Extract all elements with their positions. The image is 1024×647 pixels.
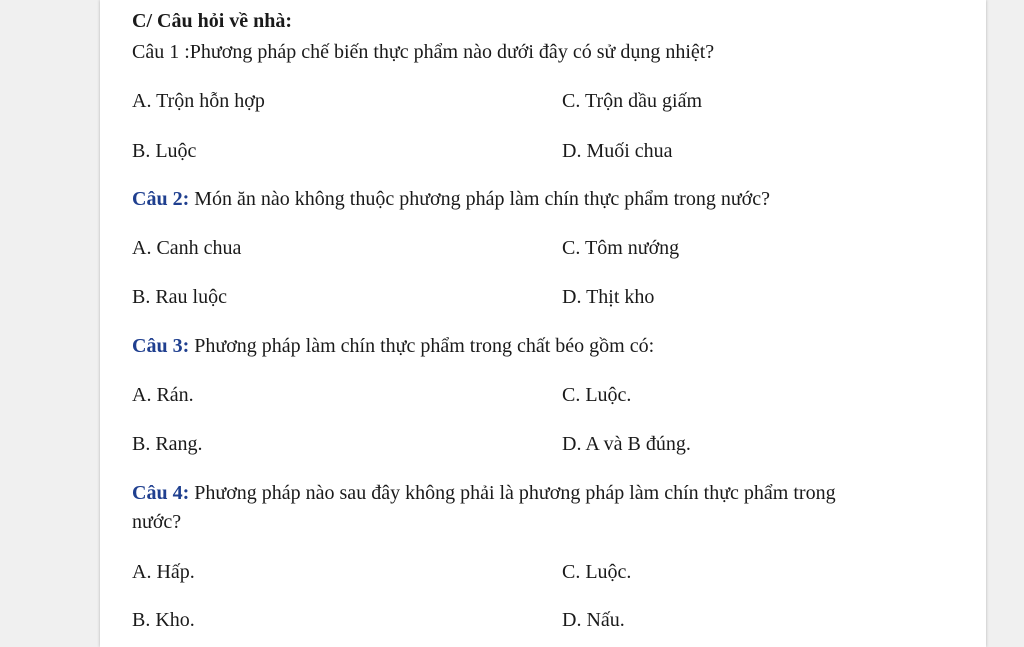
- question-2-option-c: C. Tôm nướng: [562, 237, 680, 259]
- question-1-option-a: A. Trộn hỗn hợp: [132, 90, 265, 112]
- question-2: [132, 187, 770, 211]
- question-2-number: Câu 2:: [132, 188, 190, 210]
- question-1: [132, 40, 714, 64]
- question-1-option-b: B. Luộc: [132, 140, 197, 162]
- question-3-option-c: C. Luộc.: [562, 384, 632, 406]
- question-1-number: Câu 1: [132, 41, 180, 63]
- question-3-option-d: D. A và B đúng.: [562, 433, 691, 455]
- question-3: [132, 334, 654, 358]
- question-4-option-a: A. Hấp.: [132, 561, 195, 583]
- question-4-text: Phương pháp nào sau đây không phải là phương pháp làm chín thực phẩm trong: [189, 482, 836, 504]
- question-2-option-a: A. Canh chua: [132, 237, 242, 259]
- question-1-option-c: C. Trộn dầu giấm: [562, 90, 703, 112]
- question-4-continuation: nước?: [132, 511, 182, 533]
- document-page: [100, 0, 986, 647]
- question-2-option-b: B. Rau luộc: [132, 286, 227, 308]
- question-1-text: :Phương pháp chế biến thực phẩm nào dưới đây có sử dụng nhiệt?: [179, 41, 715, 63]
- question-3-option-b: B. Rang.: [132, 433, 203, 455]
- question-1-option-d: D. Muối chua: [562, 140, 673, 162]
- question-4-option-b: B. Kho.: [132, 609, 195, 631]
- question-2-text: Món ăn nào không thuộc phương pháp làm chín thực phẩm trong nước?: [189, 188, 771, 210]
- question-4-option-c: C. Luộc.: [562, 561, 632, 583]
- question-2-option-d: D. Thịt kho: [562, 286, 655, 308]
- question-3-option-a: A. Rán.: [132, 384, 194, 406]
- question-3-number: Câu 3:: [132, 335, 190, 357]
- question-4-option-d: D. Nấu.: [562, 609, 625, 631]
- question-3-text: Phương pháp làm chín thực phẩm trong chất béo gồm có:: [189, 335, 655, 357]
- question-4: [132, 481, 836, 505]
- section-heading: C/ Câu hỏi về nhà:: [132, 10, 293, 32]
- question-4-number: Câu 4:: [132, 482, 190, 504]
